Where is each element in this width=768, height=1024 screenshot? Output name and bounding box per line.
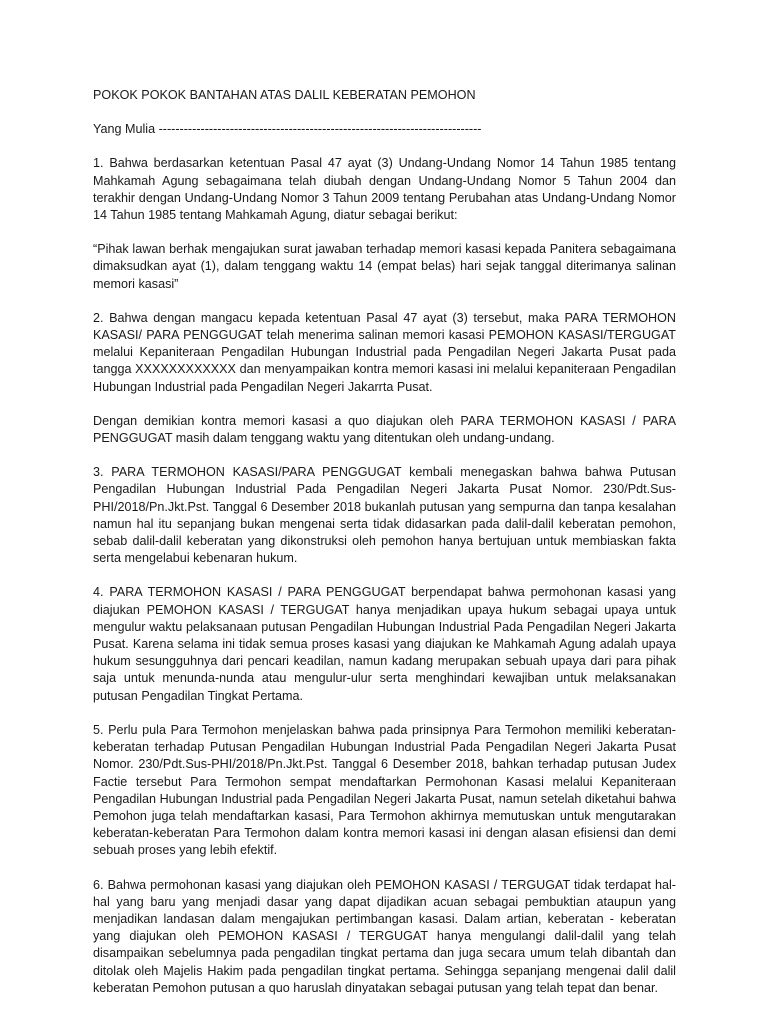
paragraph: 5. Perlu pula Para Termohon menjelaskan bahwa pada prinsipnya Para Termohon memiliki keberatan-keberatan terhadap Putusan Pengadilan Hubungan Industrial Pada Pengadilan Negeri Jakarta Pusat Nomor. 230/Pdt.Sus-PHI/2018/Pn.Jkt.Pst. Tanggal 6 Desember 2018, bahkan terhadap putusan Judex Factie tersebut Para Termohon sempat mendaftarkan Permohonan Kasasi melalui Kepaniteraan Pengadilan Hubungan Industrial pada Pengadilan Negeri Jakarta Pusat, namun setelah diketahui bahwa Pemohon juga telah mendaftarkan kasasi, Para Termohon akhirnya memutuskan untuk mengutarakan keberatan-keberatan Para Termohon dalam kontra memori kasasi ini dengan alasan efisiensi dan demi sebuah proses yang lebih efektif. <box>93 722 676 858</box>
paragraph: 6. Bahwa permohonan kasasi yang diajukan oleh PEMOHON KASASI / TERGUGAT tidak terdapat hal-hal yang baru yang menjadi dasar yang dapat dijadikan acuan sebagai pembuktian ataupun yang menjadikan landasan dalam mengajukan pertimbangan kasasi. Dalam artian, keberatan - keberatan yang diajukan oleh PEMOHON KASASI / TERGUGAT hanya mengulangi dalil-dalil yang telah disampaikan sebelumnya pada pengadilan tingkat pertama dan juga secara umum telah dibantah dan ditolak oleh Majelis Hakim pada pengadilan tingkat pertama. Sehingga sepanjang mengenai dalil dalil keberatan Pemohon putusan a quo haruslah dinyatakan sebagai putusan yang telah tepat dan benar. <box>93 877 676 995</box>
paragraph: “Pihak lawan berhak mengajukan surat jawaban terhadap memori kasasi kepada Panitera sebagaimana dimaksudkan ayat (1), dalam tenggang waktu 14 (empat belas) hari sejak tanggal diterimanya salinan memori kasasi” <box>93 242 676 291</box>
paragraph: 3. PARA TERMOHON KASASI/PARA PENGGUGAT kembali menegaskan bahwa bahwa Putusan Pengadilan Hubungan Industrial Pada Pengadilan Negeri Jakarta Pusat Nomor. 230/Pdt.Sus-PHI/2018/Pn.Jkt.Pst. Tanggal 6 Desember 2018 bukanlah putusan yang sempurna dan tanpa kesalahan namun hal itu sepanjang bukan mengenai serta tidak didasarkan pada dalil-dalil keberatan pemohon, sebab dalil-dalil keberatan yang dikonstruksi oleh pemohon hanya bertujuan untuk membiaskan fakta serta mengelabui kebenaran hukum. <box>93 465 676 566</box>
paragraph: 1. Bahwa berdasarkan ketentuan Pasal 47 ayat (3) Undang-Undang Nomor 14 Tahun 1985 tentang Mahkamah Agung sebagaimana telah diubah dengan Undang-Undang Nomor 5 Tahun 2004 dan terakhir dengan Undang-Undang Nomor 3 Tahun 2009 tentang Perubahan atas Undang-Undang Nomor 14 Tahun 1985 tentang Mahkamah Agung, diatur sebagai berikut: <box>93 156 676 223</box>
paragraph: 4. PARA TERMOHON KASASI / PARA PENGGUGAT berpendapat bahwa permohonan kasasi yang diajukan PEMOHON KASASI / TERGUGAT hanya menjadikan upaya hukum sebagai upaya untuk mengulur waktu pelaksanaan putusan Pengadilan Hubungan Industrial Pada Pengadilan Negeri Jakarta Pusat. Karena selama ini tidak semua proses kasasi yang diajukan ke Mahkamah Agung adalah upaya hukum sesungguhnya dari pencari keadilan, namun kadang merupakan sebuah upaya dari para pihak saja untuk menunda-nunda atau mengulur-ulur serta menghindari kewajiban untuk melaksanakan putusan Pengadilan Tingkat Pertama. <box>93 585 676 703</box>
paragraph: 2. Bahwa dengan mangacu kepada ketentuan Pasal 47 ayat (3) tersebut, maka PARA TERMOHON KASASI/ PARA PENGGUGAT telah menerima salinan memori kasasi PEMOHON KASASI/TERGUGAT melalui Kepaniteraan Pengadilan Hubungan Industrial pada Pengadilan Negeri Jakarta Pusat pada tangga XXXXXXXXXXXX dan menyampaikan kontra memori kasasi ini melalui kepaniteraan Pengadilan Hubungan Industrial pada Pengadilan Negeri Jakarrta Pusat. <box>93 310 676 394</box>
salutation: Yang Mulia ----------------------------------------------------------------------------- <box>93 122 482 137</box>
paragraph: Dengan demikian kontra memori kasasi a quo diajukan oleh PARA TERMOHON KASASI / PARA PENGGUGAT masih dalam tenggang waktu yang ditentukan oleh undang-undang. <box>93 413 676 446</box>
document-title: POKOK POKOK BANTAHAN ATAS DALIL KEBERATAN PEMOHON <box>93 88 476 102</box>
document-body <box>93 155 676 997</box>
